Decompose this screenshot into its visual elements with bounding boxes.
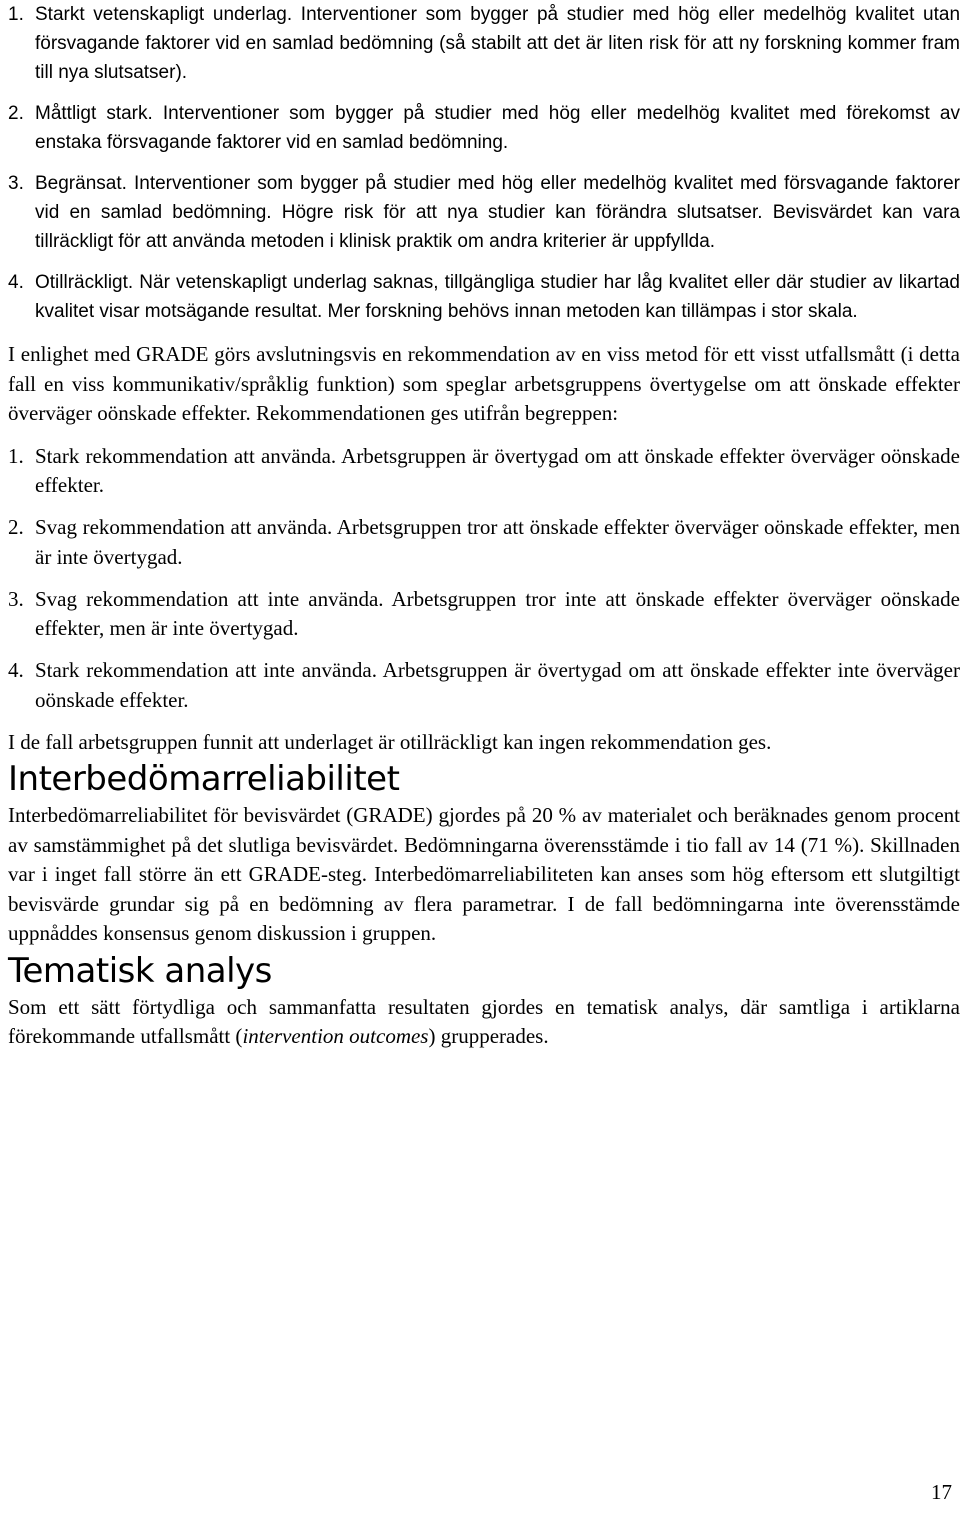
- recommendation-text: Svag rekommendation att inte använda. Arbetsgruppen tror inte att önskade effekter överväger oönskade effekter, men är inte övertygad.: [35, 586, 960, 640]
- recommendations-list: [8, 442, 960, 716]
- thematic-heading: Tematisk analys: [8, 950, 272, 991]
- grade-level-text: Interventioner som bygger på studier med hög eller medelhög kvalitet med försvagande faktorer vid en samlad bedömning. Högre risk för att nya studier kan förändra slutsatser. Bevisvärdet kan vara tillräckligt för att använda metoden i klinisk praktik om andra kriterier är uppfyllda.: [35, 173, 960, 252]
- page-number: 17: [931, 1480, 952, 1504]
- grade-level-item: [8, 99, 960, 157]
- thematic-text-after: ) grupperades.: [428, 1024, 549, 1048]
- list-number: 1.: [8, 443, 24, 468]
- no-recommendation-paragraph: I de fall arbetsgruppen funnit att underlaget är otillräckligt kan ingen rekommendation ges.: [8, 729, 772, 754]
- serif-body: [8, 340, 960, 1052]
- recommendation-item: [8, 656, 960, 715]
- list-number: 4.: [8, 658, 24, 682]
- grade-level-lead: Begränsat.: [35, 173, 127, 194]
- recommendation-item: [8, 442, 960, 501]
- recommendation-text: Svag rekommendation att använda. Arbetsgruppen tror att önskade effekter överväger oönskade effekter, men är inte övertygad.: [35, 515, 960, 569]
- grade-level-item: [8, 169, 960, 256]
- grade-level-text: Interventioner som bygger på studier med hög eller medelhög kvalitet utan försvagande faktorer vid en samlad bedömning (så stabilt att det är liten risk för att ny forskning kommer fram till nya slutsatser).: [35, 4, 960, 83]
- recommendation-text: Stark rekommendation att använda. Arbetsgruppen är övertygad om att önskade effekter överväger oönskade effekter.: [35, 443, 960, 497]
- grade-level-item: [8, 0, 960, 87]
- recommendation-item: [8, 513, 960, 572]
- recommendation-item: [8, 585, 960, 644]
- grade-level-item: [8, 268, 960, 326]
- recommendation-text: Stark rekommendation att inte använda. Arbetsgruppen är övertygad om att önskade effekter inte överväger oönskade effekter.: [35, 658, 960, 712]
- thematic-paragraph: [8, 993, 960, 1052]
- thematic-italic-term: intervention outcomes: [242, 1024, 429, 1048]
- list-number: 2.: [8, 103, 24, 124]
- interrater-heading: Interbedömarreliabilitet: [8, 759, 400, 799]
- grade-levels-list: [8, 0, 960, 326]
- recommendation-intro-paragraph: I enlighet med GRADE görs avslutningsvis en rekommendation av en viss metod för ett visst utfallsmått (i detta fall en viss kommunikativ/språklig funktion) som speglar arbetsgruppens övertygelse om att önskade effekter överväger oönskade effekter. Rekommendationen ges utifrån begreppen:: [8, 342, 960, 425]
- grade-level-lead: Måttligt stark.: [35, 103, 153, 124]
- interrater-paragraph: Interbedömarreliabilitet för bevisvärdet (GRADE) gjordes på 20 % av materialet och beräknades genom procent av samstämmighet på det slutliga bevisvärdet. Bedömningarna överensstämde i tio fall av 14 (71 %). Skillnaden var i inget fall större än ett GRADE-steg. Interbedömarreliabiliteten kan anses som hög eftersom ett slutgiltigt bevisvärde grundar sig på en bedömning av flera parametrar. I de fall bedömningarna inte överensstämde uppnåddes konsensus genom diskussion i gruppen.: [8, 803, 960, 945]
- grade-level-text: När vetenskapligt underlag saknas, tillgängliga studier har låg kvalitet eller där studier av likartad kvalitet visar motsägande resultat. Mer forskning behövs innan metoden kan tillämpas i stor skala.: [35, 272, 960, 322]
- page-content: [8, 0, 960, 1052]
- list-number: 1.: [8, 4, 24, 25]
- list-number: 4.: [8, 272, 24, 293]
- grade-level-text: Interventioner som bygger på studier med hög eller medelhög kvalitet med förekomst av enstaka försvagande faktorer vid en samlad bedömning.: [35, 103, 960, 153]
- list-number: 3.: [8, 173, 24, 194]
- list-number: 3.: [8, 586, 24, 611]
- list-number: 2.: [8, 515, 24, 539]
- grade-level-lead: Otillräckligt.: [35, 272, 134, 293]
- grade-level-lead: Starkt vetenskapligt underlag.: [35, 4, 293, 25]
- thematic-text-before: Som ett sätt förtydliga och sammanfatta resultaten gjordes en tematisk analys, där samtliga i artiklarna förekommande utfallsmått (: [8, 994, 960, 1048]
